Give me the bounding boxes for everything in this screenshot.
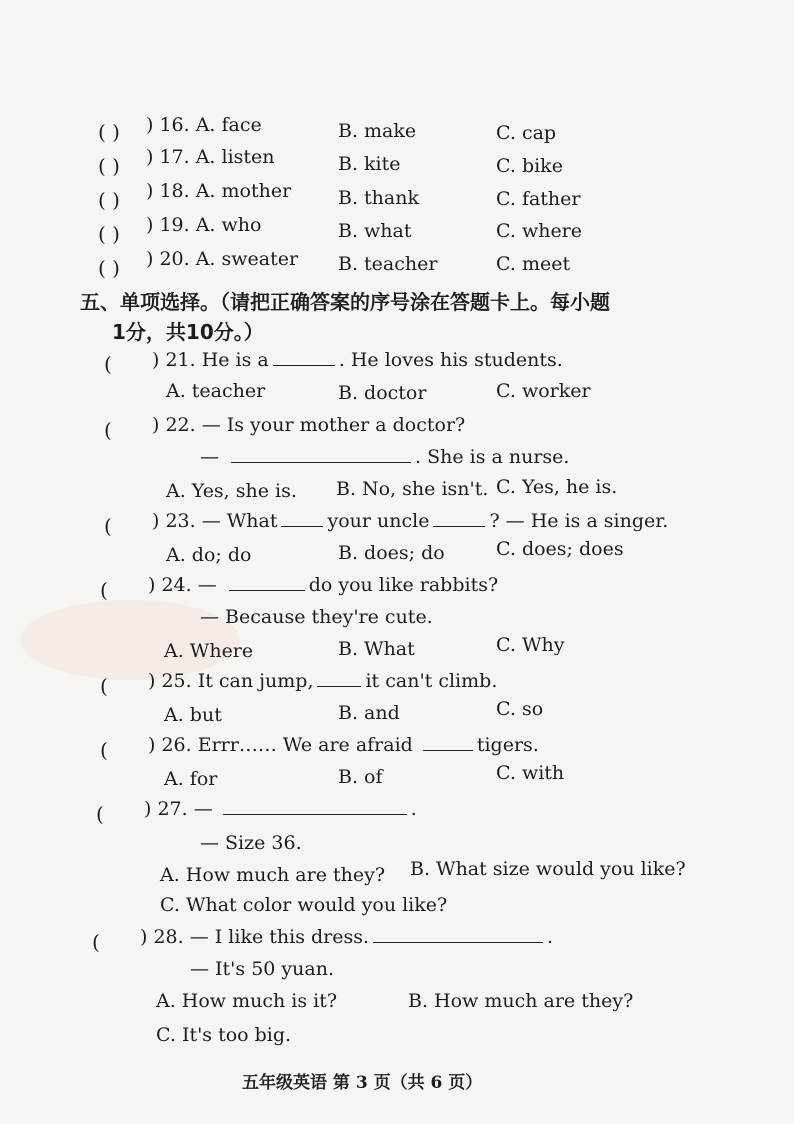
question-24-option-c: C. Why	[496, 634, 565, 656]
question-16-option-b: B. make	[338, 120, 417, 142]
question-25-part2: it can't climb.	[365, 670, 498, 692]
question-22-option-c: C. Yes, he is.	[496, 476, 618, 498]
question-25-option-a: A. but	[164, 704, 222, 726]
answer-blank[interactable]	[373, 941, 543, 943]
page-footer: 五年级英语 第 3 页（共 6 页）	[242, 1073, 483, 1093]
answer-bracket[interactable]: (	[104, 514, 112, 538]
question-25-part1: ) 25. It can jump,	[148, 670, 314, 692]
question-17-option-c: C. bike	[496, 155, 563, 177]
answer-bracket[interactable]: ( )	[98, 256, 120, 280]
question-26-option-c: C. with	[496, 762, 565, 784]
question-21-stem	[152, 349, 563, 371]
question-21-option-b: B. doctor	[338, 382, 427, 404]
question-24-part2: do you like rabbits?	[308, 574, 499, 596]
question-28-stem	[140, 926, 553, 948]
question-16-option-c: C. cap	[496, 122, 557, 144]
question-22-reply-text: . She is a nurse.	[415, 446, 570, 468]
question-20-option-b: B. teacher	[338, 253, 438, 275]
answer-blank[interactable]	[273, 364, 335, 366]
answer-blank[interactable]	[423, 749, 473, 751]
answer-bracket[interactable]: (	[104, 418, 112, 442]
question-22-reply	[200, 446, 569, 468]
question-26-part1: ) 26. Errr…… We are afraid	[148, 734, 413, 756]
answer-bracket[interactable]: (	[92, 930, 100, 954]
answer-blank[interactable]	[281, 525, 323, 527]
question-28-reply: — It's 50 yuan.	[190, 958, 334, 980]
answer-bracket[interactable]: ( )	[98, 188, 120, 212]
question-24-reply: — Because they're cute.	[200, 606, 433, 628]
question-17-option-b: B. kite	[338, 153, 401, 175]
question-18-option-b: B. thank	[338, 187, 419, 209]
question-23-option-a: A. do; do	[166, 544, 252, 566]
question-18-option-c: C. father	[496, 188, 581, 210]
question-27-stem	[144, 798, 417, 820]
answer-bracket[interactable]: ( )	[98, 120, 120, 144]
answer-bracket[interactable]: (	[96, 802, 104, 826]
question-24-option-b: B. What	[338, 638, 415, 660]
question-23-part3: ? — He is a singer.	[489, 510, 669, 532]
question-21-stem-part2: . He loves his students.	[338, 349, 563, 371]
question-20-option-a: ) 20. A. sweater	[146, 248, 299, 270]
question-27-option-c: C. What color would you like?	[160, 894, 448, 916]
question-27-option-b: B. What size would you like?	[410, 858, 686, 880]
answer-bracket[interactable]: (	[100, 578, 108, 602]
question-27-part2: .	[410, 798, 417, 820]
question-28-part1: ) 28. — I like this dress.	[140, 926, 370, 948]
answer-bracket[interactable]: ( )	[98, 222, 120, 246]
section-5-title-continued: 1分，共10分。）	[112, 320, 264, 344]
question-24-option-a: A. Where	[164, 640, 254, 662]
question-16-option-a: ) 16. A. face	[146, 114, 262, 136]
question-23-part2: your uncle	[327, 510, 430, 532]
answer-bracket[interactable]: (	[100, 738, 108, 762]
question-26-option-a: A. for	[164, 768, 218, 790]
question-28-option-b: B. How much are they?	[408, 990, 634, 1012]
answer-blank[interactable]	[231, 461, 411, 463]
question-28-option-a: A. How much is it?	[156, 990, 338, 1012]
question-23-option-b: B. does; do	[338, 542, 445, 564]
question-25-option-c: C. so	[496, 698, 544, 720]
question-24-stem	[148, 574, 498, 596]
question-25-option-b: B. and	[338, 702, 400, 724]
answer-bracket[interactable]: (	[104, 352, 112, 376]
answer-bracket[interactable]: (	[100, 674, 108, 698]
question-18-option-a: ) 18. A. mother	[146, 180, 292, 202]
answer-blank[interactable]	[433, 525, 485, 527]
question-22-stem: ) 22. — Is your mother a doctor?	[152, 414, 466, 436]
question-19-option-c: C. where	[496, 220, 583, 242]
question-28-part2: .	[547, 926, 554, 948]
question-19-option-b: B. what	[338, 220, 412, 242]
question-21-stem-part1: ) 21. He is a	[152, 349, 269, 371]
answer-blank[interactable]	[229, 589, 305, 591]
section-5-title: 五、单项选择。（请把正确答案的序号涂在答题卡上。每小题	[80, 290, 610, 314]
question-19-option-a: ) 19. A. who	[146, 214, 262, 236]
question-25-stem	[148, 670, 497, 692]
question-23-part1: ) 23. — What	[152, 510, 278, 532]
question-22-option-b: B. No, she isn't.	[336, 478, 489, 500]
question-26-option-b: B. of	[338, 766, 383, 788]
question-26-part2: tigers.	[476, 734, 539, 756]
question-27-option-a: A. How much are they?	[160, 864, 386, 886]
question-24-part1: ) 24. —	[148, 574, 217, 596]
answer-blank[interactable]	[223, 813, 407, 815]
question-27-part1: ) 27. —	[144, 798, 213, 820]
question-23-option-c: C. does; does	[496, 538, 624, 560]
question-23-stem	[152, 510, 668, 532]
question-22-option-a: A. Yes, she is.	[166, 480, 297, 502]
question-28-option-c: C. It's too big.	[156, 1024, 292, 1046]
answer-bracket[interactable]: ( )	[98, 154, 120, 178]
question-27-reply: — Size 36.	[200, 832, 302, 854]
question-21-option-a: A. teacher	[166, 380, 266, 402]
dash: —	[200, 446, 219, 468]
question-26-stem	[148, 734, 539, 756]
question-20-option-c: C. meet	[496, 253, 571, 275]
question-21-option-c: C. worker	[496, 380, 591, 402]
answer-blank[interactable]	[317, 685, 361, 687]
question-17-option-a: ) 17. A. listen	[146, 146, 275, 168]
